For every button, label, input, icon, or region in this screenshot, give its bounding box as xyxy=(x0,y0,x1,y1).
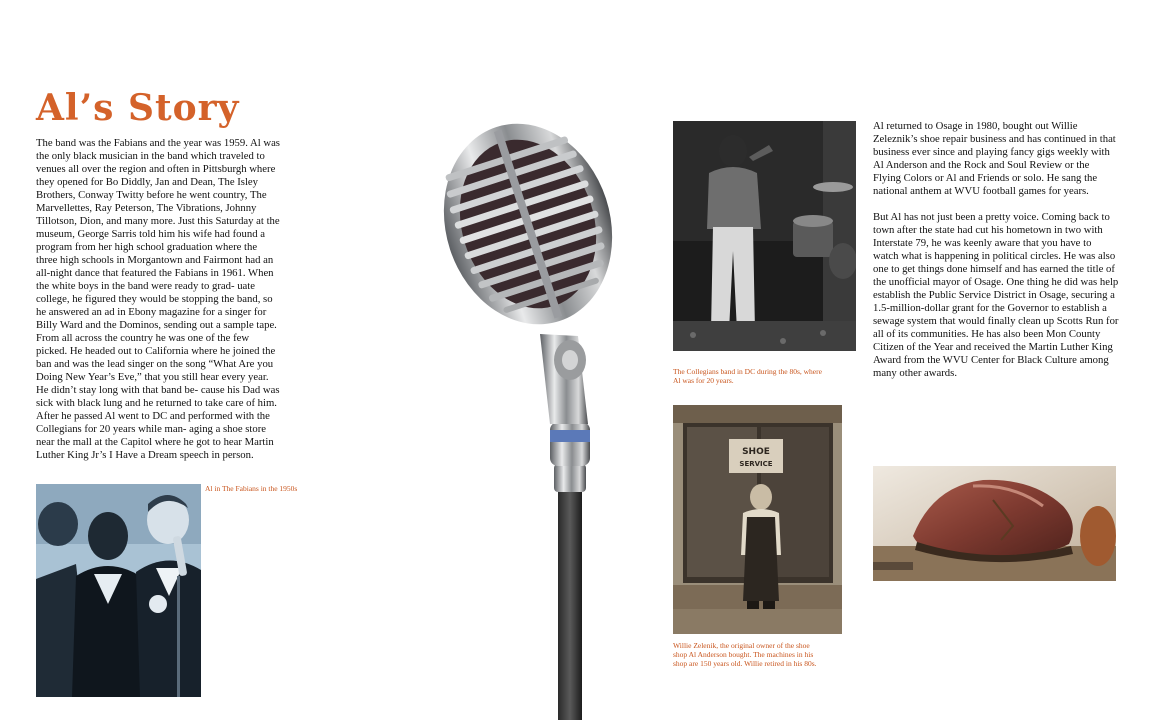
fabians-photo xyxy=(36,484,201,697)
microphone-image xyxy=(428,104,653,720)
left-column-text xyxy=(36,137,281,475)
left-paragraph: The band was the Fabians and the year was 1959. Al was the only black musician in the band which traveled to venues all over the region and often in Pittsburgh where they opened for Bo Diddly, Jan and Dean, The Isley Brothers, Conway Twitty before he went country, The Marvellettes, Ray Peterson, The Vibrations, Johnny Tillotson, Dion, and many more. Just this Saturday at the museum, George Sarris told him his wife had found a program from her high school graduation where the three high schools in Morgantown and Fairmont had an all-night dance that featured the Fabians in 1961. When the white boys in the band were ready to grad- uate college, he figured they would be stopping the band, so he answered an ad in Ebony magazine for a singer for Billy Ward and the Dominos, sending out a sample tape. From all across the country he was one of the few picked. He headed out to California where he joined the ban and was the lead singer on the song “What Are you Doing New Year’s Eve,” that you still hear every year. He didn’t stay long with that band be- cause his Dad was sick with black lung and he returned to take care of him. After he passed Al went to DC and performed with the Collegians for 20 years while man- aging a shoe store near the mall at the Capitol where he got to hear Martin Luther King Jr’s I Have a Dream speech in person. xyxy=(36,137,280,461)
willie-photo xyxy=(673,405,842,634)
collegians-photo-art xyxy=(673,121,856,351)
shoe-photo-art xyxy=(873,466,1116,581)
right-paragraph-2: But Al has not just been a pretty voice. Coming back to town after the state had cut his hometown in two with Interstate 79, he was keenly aware that you have to watch what is happening in political circles. He was also one to get things done himself and has earned the title of the unofficial mayor of Osage. One thing he did was help establish the Public Service District in Osage, securing a 1.5-million-dollar grant for the Governor to establish a sewage system that would finally clean up Scotts Run for all of its communities. He has also been Mon County Citizen of the Year and received the Martin Luther King Award from the WVU Center for Black Culture among many other awards. xyxy=(873,211,1119,379)
fabians-caption: Al in The Fabians in the 1950s xyxy=(205,484,298,493)
collegians-photo xyxy=(673,121,856,351)
shop-sign-line1: SHOE xyxy=(742,447,770,457)
microphone-art xyxy=(428,104,653,720)
right-column-text xyxy=(873,120,1119,393)
willie-caption: Willie Zelenik, the original owner of the shoe shop Al Anderson bought. The machines in his shop are 150 years old. Willie retired in his 80s. xyxy=(673,641,817,668)
page-title: Al’s Story xyxy=(36,87,240,129)
collegians-caption: The Collegians band in DC during the 80s, where Al was for 20 years. xyxy=(673,367,822,385)
shoe-photo xyxy=(873,466,1116,581)
willie-photo-art xyxy=(673,405,842,634)
fabians-photo-art xyxy=(36,484,201,697)
shop-sign-line2: SERVICE xyxy=(739,460,773,468)
right-paragraph-1: Al returned to Osage in 1980, bought out Willie Zeleznik’s shoe repair business and has continued in that business ever since and playing fancy gigs weekly with Al Anderson and the Rock and Soul Review or the Flying Colors or Al and Friends or solo. He sang the national anthem at WVU football games for years. xyxy=(873,120,1116,197)
